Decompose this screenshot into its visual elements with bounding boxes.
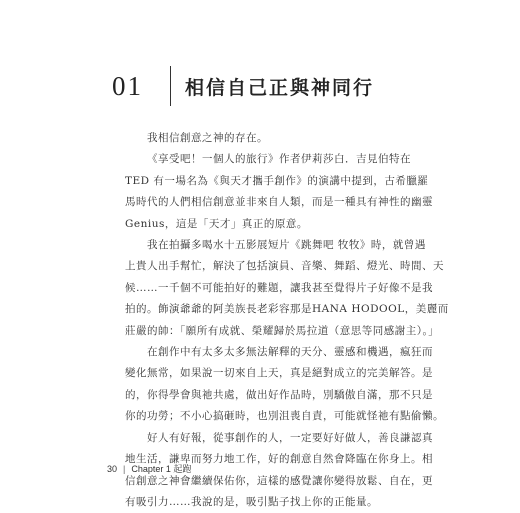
chapter-number: 01 xyxy=(112,70,143,101)
body-line: 變化無常，如果說一切來自上天，真是絕對成立的完美解答。是 xyxy=(125,367,433,380)
running-chapter-label: Chapter 1 起跑 xyxy=(131,464,192,474)
body-line: 的，你得學會與祂共處，做出好作品時，別驕傲自滿，那不只是 xyxy=(125,388,433,401)
body-line: 候……一千個不可能拍好的難題，讓我甚至覺得片子好像不是我 xyxy=(125,281,433,294)
footer-separator: | xyxy=(123,463,126,474)
body-line: 你的功勞；不小心搞砸時，也別沮喪自責，可能就怪祂有點偷懶。 xyxy=(125,410,444,423)
body-line: 在創作中有太多太多無法解釋的天分、靈感和機遇，瘋狂而 xyxy=(147,346,433,359)
chapter-heading xyxy=(112,68,374,104)
body-line: 好人有好報，從事創作的人，一定要好好做人，善良謙認真 xyxy=(147,431,433,444)
body-line: Genius，這是「天才」真正的原意。 xyxy=(125,217,308,230)
body-line: TED 有一場名為《與天才攜手創作》的演講中提到，古希臘羅 xyxy=(125,174,429,187)
body-line: 《享受吧！一個人的旅行》作者伊莉莎白．吉見伯特在 xyxy=(147,153,411,166)
body-line: 我相信創意之神的存在。 xyxy=(147,132,268,144)
body-line: 信創意之神會繼續保佑你，這樣的感覺讓你變得放鬆、自在，更 xyxy=(125,474,433,487)
chapter-title: 相信自己正與神同行 xyxy=(185,76,375,99)
body-line: 拍的。飾演爺爺的阿美族長老彩容那是HANA HODOOL，美麗而 xyxy=(125,303,449,316)
body-line: 有吸引力……我說的是，吸引點子找上你的正能量。 xyxy=(125,495,378,508)
body-line: 我在拍攝多喝水十五影展短片《跳舞吧 牧牧》時，就曾遇 xyxy=(147,239,426,252)
body-text xyxy=(125,128,449,513)
body-line: 馬時代的人們相信創意並非來自人類，而是一種具有神性的幽靈 xyxy=(125,196,433,209)
body-line: 莊嚴的帥：「願所有成就、榮耀歸於馬拉道（意思等同感謝主）。」 xyxy=(125,324,440,337)
page-number: 30 xyxy=(107,463,118,474)
body-line: 上貴人出手幫忙，解決了包括演員、音樂、舞蹈、燈光、時間、天 xyxy=(125,260,444,273)
body-line: 地生活，謙卑而努力地工作，好的創意自然會降臨在你身上。相 xyxy=(125,453,433,466)
chapter-divider-rule xyxy=(170,66,171,106)
page-footer xyxy=(107,462,191,475)
